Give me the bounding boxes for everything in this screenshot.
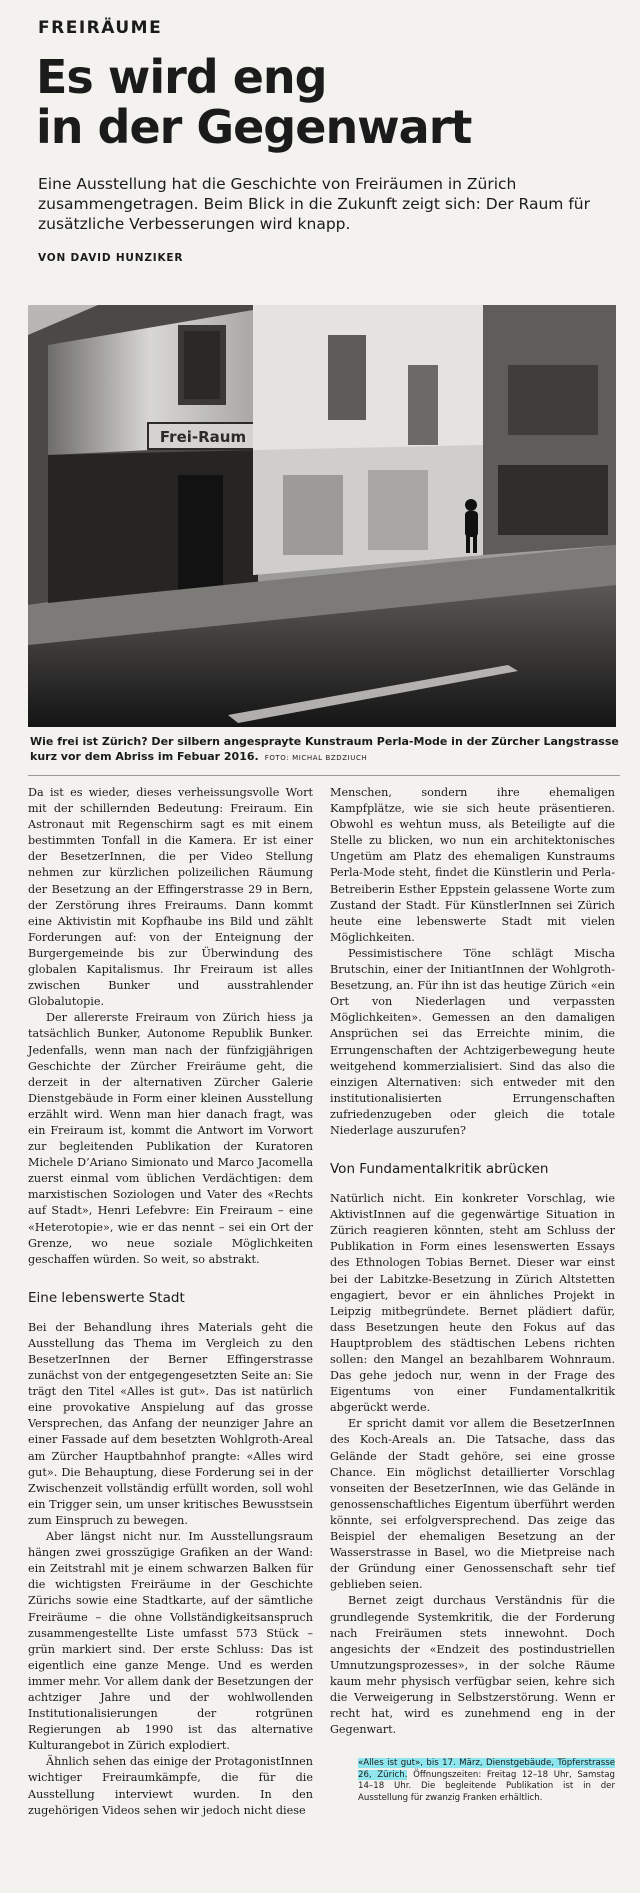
- headline-line-2: in der Gegenwart: [36, 100, 472, 154]
- exhibition-info-highlight: «Alles ist gut», bis 17. März, Dienstgebäude, Töpferstrasse 26, Zürich.: [358, 1758, 615, 1780]
- paragraph: Ähnlich sehen das einige der ProtagonistInnen wichtiger Freiraumkämpfe, die für die Ausstellung interviewt wurden. In den zugehörigen Videos sehen wir jedoch nicht diese: [28, 1755, 313, 1817]
- headline-line-1: Es wird eng: [36, 50, 327, 104]
- street-photo-illustration: [28, 305, 616, 727]
- lead-paragraph: Eine Ausstellung hat die Geschichte von Freiräumen in Zürich zusammengetragen. Beim Blick in die Zukunft zeigt sich: Der Raum für zusätzliche Verbesserungen wird knapp.: [38, 175, 590, 233]
- article-column-right: [330, 785, 615, 1804]
- sign-label: Frei-Raum: [159, 428, 247, 446]
- paragraph: Da ist es wieder, dieses verheissungsvolle Wort mit der schillernden Bedeutung: Freiraum. Ein Astronaut mit Regenschirm sagt es mit einem bestimmten Tonfall in die Kamera. Er ist einer der BesetzerInnen, die per Video Stellung nehmen zur kürzlichen polizeilichen Räumung der Besetzung an der Effingerstrasse 29 in Bern, der Zerstörung ihres Freiraums. Dann kommt eine Aktivistin mit Kopfhaube ins Bild und zählt Forderungen auf: von der Enteignung der Burgergemeinde bis zur Überwindung des globalen Kapitalismus. Ihr Freiraum ist alles zwischen Bunker und ausstrahlender Globalutopie.: [28, 786, 313, 1009]
- subheading: Eine lebenswerte Stadt: [28, 1289, 185, 1306]
- paragraph: Aber längst nicht nur. Im Ausstellungsraum hängen zwei grosszügige Grafiken an der Wand: ein Zeitstrahl mit je einem schwarzen Balken für die wichtigsten Freiräume in der Geschichte Zürichs sowie eine Stadtkarte, auf der sämtliche Freiräume – die ohne Vollständigkeitsanspruch zusammengestellte Liste umfasst 573 Stück – grün markiert sind. Der erste Schluss: Das ist eigentlich eine ganze Menge. Und es werden immer mehr. Vor allem dank der Besetzungen der achtziger Jahre und der wohlwollenden Institutionalisierungen der rotgrünen Regierungen ab 1990 ist das alternative Kulturangebot in Zürich explodiert.: [28, 1530, 313, 1753]
- divider: [28, 775, 620, 776]
- paragraph: Pessimistischere Töne schlägt Mischa Brutschin, einer der InitiantInnen der Wohlgroth-Besetzung, an. Für ihn ist das heutige Zürich «ein Ort von Niederlagen und verpassten Möglichkeiten». Gemessen an den damaligen Ansprüchen sei das Erreichte minim, die Errungenschaften der Achtzigerbewegung heute weitgehend kommerzialisiert. Sind das also die einzigen Alternativen: sich entweder mit den institutionalisierten Errungenschaften zufriedenzugeben oder gleich die totale Niederlage auszurufen?: [330, 946, 615, 1137]
- paragraph: Er spricht damit vor allem die BesetzerInnen des Koch-Areals an. Die Tatsache, dass das Gelände der Stadt gehöre, sei eine grosse Chance. Ein möglichst detaillierter Vorschlag vonseiten der BesetzerInnen, wie das Gelände in genossenschaftliches Eigentum überführt werden könnte, sei erfolgversprechend. Das zeige das Beispiel der ehemaligen Besetzung an der Wasserstrasse in Basel, wo die Mietpreise nach der Gründung einer Genossenschaft sehr tief geblieben seien.: [330, 1417, 615, 1592]
- article-column-left: [28, 785, 313, 1819]
- photo-credit: FOTO: MICHAL BZDZIUCH: [264, 754, 368, 762]
- paragraph: Natürlich nicht. Ein konkreter Vorschlag, wie AktivistInnen auf die gegenwärtige Situation in Zürich reagieren könnten, steht am Schluss der Publikation in Form eines lesenswerten Essays des Ethnologen Tobias Bernet. Dieser war einst bei der Labitzke-Besetzung in Zürich Altstetten engagiert, bevor er ein ähnliches Projekt in Leipzig mitbegründete. Bernet plädiert dafür, dass Besetzungen heute den Fokus auf das Hauptproblem des städtischen Lebens richten sollen: den Mangel an bezahlbarem Wohnraum. Das gehe jedoch nur, wenn in der Frage des Eigentums von einer Fundamentalkritik abgerückt werde.: [330, 1192, 615, 1415]
- headline: [36, 52, 596, 152]
- street-photo: [28, 305, 616, 727]
- byline: VON DAVID HUNZIKER: [38, 252, 184, 264]
- section-kicker: FREIRÄUME: [38, 18, 163, 38]
- caption-text: Wie frei ist Zürich? Der silbern angesprayte Kunstraum Perla-Mode in der Zürcher Langstrasse kurz vor dem Abriss im Febuar 2016.: [30, 735, 619, 763]
- paragraph: Bei der Behandlung ihres Materials geht die Ausstellung das Thema im Vergleich zu den BesetzerInnen der Berner Effingerstrasse zunächst von der entgegengesetzten Seite an: Sie trägt den Titel «Alles ist gut». Das ist natürlich eine provokative Anspielung auf das grosse Versprechen, das Anfang der neunziger Jahre an einer Fassade auf dem besetzten Wohlgroth-Areal am Zürcher Hauptbahnhof prangte: «Alles wird gut». Die Behauptung, diese Forderung sei in der Zwischenzeit vollständig erfüllt worden, soll wohl ein Trigger sein, um unser kritisches Bewusstsein zum Einspruch zu bewegen.: [28, 1320, 313, 1527]
- subheading: Von Fundamentalkritik abrücken: [330, 1161, 549, 1178]
- exhibition-info-box: [330, 1758, 615, 1804]
- paragraph: Bernet zeigt durchaus Verständnis für die grundlegende Systemkritik, die der Forderung nach Freiräumen stets innewohnt. Doch angesichts der «Endzeit des postindustriellen Umnutzungsprozesses», in der solche Räume kaum mehr physisch verfügbar seien, kehre sich die Verweigerung in Selbstzerstörung. Wenn er recht hat, wird es zunehmend eng in der Gegenwart.: [330, 1594, 615, 1737]
- photo-caption: [30, 734, 620, 766]
- exhibition-info-details: Öffnungszeiten: Freitag 12–18 Uhr, Samstag 14–18 Uhr. Die begleitende Publikation ist in der Ausstellung für zwanzig Franken erhältlich.: [358, 1769, 615, 1803]
- paragraph: Der allererste Freiraum von Zürich hiess ja tatsächlich Bunker, Autonome Republik Bunker. Jedenfalls, wenn man nach der fünfzigjährigen Geschichte der Zürcher Freiräume geht, die derzeit in der alternativen Zürcher Galerie Dienstgebäude in Form einer kleinen Ausstellung erzählt wird. Wenn man hier danach fragt, was ein Freiraum ist, kommt die Antwort im Vorwort zur begleitenden Publikation der Kuratoren Michele D’Ariano Simionato und Marco Jacomella zuerst einmal vom üblichen Verdächtigen: dem marxistischen Soziologen und Vater des «Rechts auf Stadt», Henri Lefebvre: Ein Freiraum – eine «Heterotopie», wie er das nennt – sei ein Ort der Grenze, wo neue soziale Möglichkeiten geschaffen würden. So weit, so abstrakt.: [28, 1011, 313, 1266]
- paragraph: Menschen, sondern ihre ehemaligen Kampfplätze, wie sie sich heute präsentieren. Obwohl es wehtun muss, als Beteiligte auf die Stelle zu blicken, wo nun ein architektonisches Ungetüm am Platz des ehemaligen Kunstraums Perla-Mode steht, findet die Künstlerin und Perla-Betreiberin Esther Eppstein gelassene Worte zum Zustand der Stadt. Für KünstlerInnen sei Zürich heute eine lebenswerte Stadt mit vielen Möglichkeiten.: [330, 786, 615, 944]
